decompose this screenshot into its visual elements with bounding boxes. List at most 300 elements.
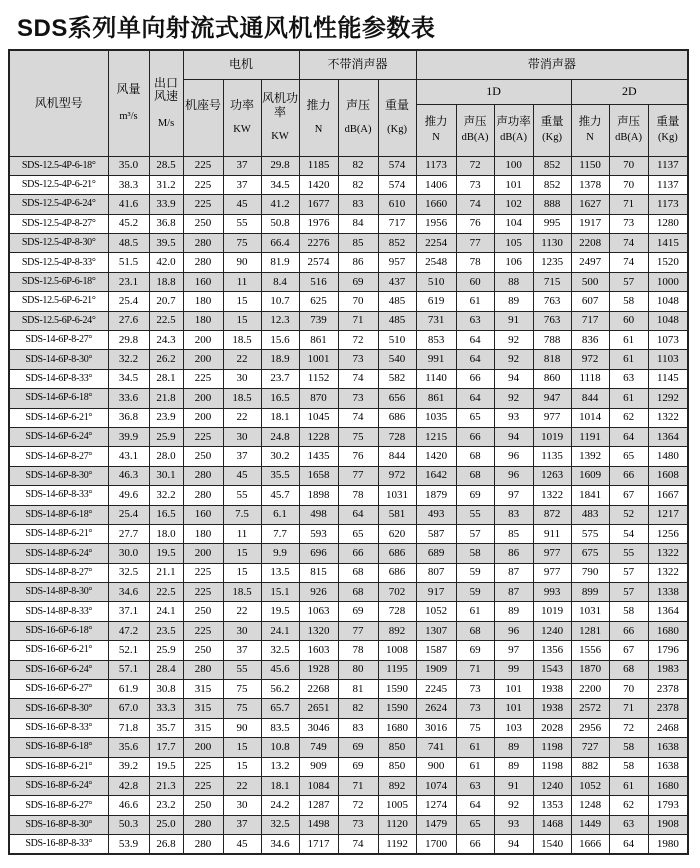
value-cell: 728: [378, 427, 416, 446]
value-cell: 34.6: [108, 583, 149, 602]
model-cell: SDS-16-6P-6-27°: [9, 680, 108, 699]
model-cell: SDS-12.5-4P-8-27°: [9, 214, 108, 233]
value-cell: 1449: [571, 815, 609, 834]
value-cell: 64: [609, 427, 648, 446]
value-cell: 1173: [416, 156, 456, 175]
value-cell: 29.8: [108, 331, 149, 350]
value-cell: 581: [378, 505, 416, 524]
table-row: [9, 777, 688, 796]
value-cell: 1415: [648, 234, 688, 253]
value-cell: 1520: [648, 253, 688, 272]
value-cell: 1976: [299, 214, 338, 233]
value-cell: 1879: [416, 486, 456, 505]
table-row: [9, 757, 688, 776]
value-cell: 739: [299, 311, 338, 330]
model-cell: SDS-16-8P-6-18°: [9, 738, 108, 757]
col-header-flow-label: 风量: [116, 82, 141, 97]
value-cell: 71.8: [108, 718, 149, 737]
model-cell: SDS-12.5-6P-6-21°: [9, 292, 108, 311]
value-cell: 65.7: [261, 699, 299, 718]
value-cell: 498: [299, 505, 338, 524]
model-cell: SDS-14-8P-6-24°: [9, 544, 108, 563]
table-row: [9, 486, 688, 505]
value-cell: 55: [609, 544, 648, 563]
col-header-1d-thrust: [416, 104, 456, 156]
value-cell: 200: [183, 408, 223, 427]
table-row: [9, 621, 688, 640]
value-cell: 485: [378, 292, 416, 311]
value-cell: 225: [183, 757, 223, 776]
value-cell: 93: [494, 815, 533, 834]
model-cell: SDS-14-6P-8-27°: [9, 447, 108, 466]
value-cell: 63: [609, 815, 648, 834]
value-cell: 1917: [571, 214, 609, 233]
value-cell: 1256: [648, 524, 688, 543]
value-cell: 64: [456, 350, 494, 369]
value-cell: 1642: [416, 466, 456, 485]
value-cell: 1338: [648, 583, 688, 602]
value-cell: 2268: [299, 680, 338, 699]
value-cell: 92: [494, 389, 533, 408]
value-cell: 70: [609, 156, 648, 175]
value-cell: 64: [456, 331, 494, 350]
value-cell: 909: [299, 757, 338, 776]
value-cell: 2497: [571, 253, 609, 272]
value-cell: 66: [338, 544, 378, 563]
model-cell: SDS-14-6P-8-30°: [9, 466, 108, 485]
value-cell: 72: [338, 331, 378, 350]
value-cell: 19.5: [149, 757, 183, 776]
model-cell: SDS-16-6P-8-30°: [9, 699, 108, 718]
value-cell: 510: [378, 331, 416, 350]
value-cell: 1235: [533, 253, 571, 272]
value-cell: 102: [494, 195, 533, 214]
model-cell: SDS-12.5-4P-8-33°: [9, 253, 108, 272]
value-cell: 86: [338, 253, 378, 272]
table-row: [9, 175, 688, 194]
value-cell: 73: [338, 350, 378, 369]
value-cell: 807: [416, 563, 456, 582]
value-cell: 763: [533, 311, 571, 330]
value-cell: 15.6: [261, 331, 299, 350]
value-cell: 1145: [648, 369, 688, 388]
value-cell: 94: [494, 369, 533, 388]
col-header-thrust-label: 推力: [306, 97, 331, 112]
value-cell: 36.8: [149, 214, 183, 233]
value-cell: 888: [533, 195, 571, 214]
value-cell: 67: [609, 486, 648, 505]
value-cell: 74: [338, 408, 378, 427]
value-cell: 2254: [416, 234, 456, 253]
value-cell: 30: [223, 796, 261, 815]
col-header-2d-spl: [609, 104, 648, 156]
col-header-1d-swl-unit: dB(A): [500, 131, 527, 143]
value-cell: 69: [456, 486, 494, 505]
value-cell: 23.2: [149, 796, 183, 815]
value-cell: 1140: [416, 369, 456, 388]
value-cell: 2956: [571, 718, 609, 737]
value-cell: 58: [609, 602, 648, 621]
model-cell: SDS-14-6P-6-18°: [9, 389, 108, 408]
value-cell: 37: [223, 156, 261, 175]
value-cell: 947: [533, 389, 571, 408]
value-cell: 61: [609, 350, 648, 369]
value-cell: 55: [223, 214, 261, 233]
value-cell: 45: [223, 835, 261, 854]
value-cell: 575: [571, 524, 609, 543]
value-cell: 225: [183, 175, 223, 194]
value-cell: 1322: [648, 544, 688, 563]
table-row: [9, 447, 688, 466]
value-cell: 11: [223, 524, 261, 543]
value-cell: 83: [494, 505, 533, 524]
value-cell: 1322: [648, 563, 688, 582]
value-cell: 72: [456, 156, 494, 175]
model-cell: SDS-14-8P-8-30°: [9, 583, 108, 602]
value-cell: 75: [223, 680, 261, 699]
table-row: [9, 331, 688, 350]
value-cell: 66: [609, 466, 648, 485]
value-cell: 57.1: [108, 660, 149, 679]
value-cell: 17.7: [149, 738, 183, 757]
value-cell: 93: [494, 408, 533, 427]
value-cell: 2468: [648, 718, 688, 737]
value-cell: 852: [533, 175, 571, 194]
value-cell: 30.2: [261, 447, 299, 466]
model-cell: SDS-16-8P-6-24°: [9, 777, 108, 796]
value-cell: 67: [609, 641, 648, 660]
value-cell: 18.5: [223, 389, 261, 408]
value-cell: 66: [456, 835, 494, 854]
value-cell: 1556: [571, 641, 609, 660]
value-cell: 2572: [571, 699, 609, 718]
value-cell: 104: [494, 214, 533, 233]
value-cell: 62: [609, 796, 648, 815]
value-cell: 1609: [571, 466, 609, 485]
value-cell: 610: [378, 195, 416, 214]
value-cell: 15: [223, 738, 261, 757]
value-cell: 1364: [648, 427, 688, 446]
value-cell: 83: [338, 718, 378, 737]
value-cell: 200: [183, 350, 223, 369]
value-cell: 160: [183, 272, 223, 291]
col-header-1d-thrust-unit: N: [432, 131, 440, 143]
value-cell: 99: [494, 660, 533, 679]
value-cell: 89: [494, 292, 533, 311]
value-cell: 1983: [648, 660, 688, 679]
value-cell: 47.2: [108, 621, 149, 640]
value-cell: 46.6: [108, 796, 149, 815]
value-cell: 18.1: [261, 777, 299, 796]
model-cell: SDS-14-8P-6-21°: [9, 524, 108, 543]
value-cell: 25.0: [149, 815, 183, 834]
value-cell: 1638: [648, 738, 688, 757]
group-header-no-silencer: 不带消声器: [299, 50, 416, 79]
value-cell: 77: [456, 234, 494, 253]
value-cell: 1103: [648, 350, 688, 369]
value-cell: 69: [456, 641, 494, 660]
value-cell: 82: [338, 156, 378, 175]
value-cell: 45.2: [108, 214, 149, 233]
value-cell: 926: [299, 583, 338, 602]
value-cell: 675: [571, 544, 609, 563]
value-cell: 280: [183, 253, 223, 272]
value-cell: 39.5: [149, 234, 183, 253]
col-header-2d-spl-unit: dB(A): [615, 131, 642, 143]
value-cell: 844: [378, 447, 416, 466]
model-cell: SDS-12.5-4P-8-30°: [9, 234, 108, 253]
col-header-1d-spl-unit: dB(A): [461, 131, 489, 143]
value-cell: 844: [571, 389, 609, 408]
value-cell: 57: [609, 272, 648, 291]
value-cell: 1353: [533, 796, 571, 815]
value-cell: 1590: [378, 699, 416, 718]
value-cell: 70: [338, 292, 378, 311]
value-cell: 37: [223, 175, 261, 194]
value-cell: 61.9: [108, 680, 149, 699]
value-cell: 33.9: [149, 195, 183, 214]
model-cell: SDS-12.5-4P-6-24°: [9, 195, 108, 214]
value-cell: 1031: [571, 602, 609, 621]
value-cell: 30: [223, 427, 261, 446]
value-cell: 41.2: [261, 195, 299, 214]
col-header-motor-power: [223, 79, 261, 156]
value-cell: 180: [183, 524, 223, 543]
value-cell: 1048: [648, 292, 688, 311]
value-cell: 853: [416, 331, 456, 350]
value-cell: 33.6: [108, 389, 149, 408]
value-cell: 37: [223, 447, 261, 466]
value-cell: 80: [338, 660, 378, 679]
model-cell: SDS-16-6P-6-18°: [9, 621, 108, 640]
value-cell: 55: [223, 486, 261, 505]
value-cell: 225: [183, 583, 223, 602]
value-cell: 763: [533, 292, 571, 311]
value-cell: 15.1: [261, 583, 299, 602]
col-header-weight: [378, 79, 416, 156]
value-cell: 41.6: [108, 195, 149, 214]
value-cell: 75: [223, 234, 261, 253]
group-header-with-silencer: 带消声器: [416, 50, 688, 79]
value-cell: 899: [571, 583, 609, 602]
value-cell: 30: [223, 621, 261, 640]
value-cell: 1587: [416, 641, 456, 660]
value-cell: 7.7: [261, 524, 299, 543]
value-cell: 280: [183, 234, 223, 253]
value-cell: 19.5: [261, 602, 299, 621]
value-cell: 54: [609, 524, 648, 543]
value-cell: 1627: [571, 195, 609, 214]
value-cell: 1052: [416, 602, 456, 621]
col-header-thrust: [299, 79, 338, 156]
value-cell: 180: [183, 311, 223, 330]
header-row-groups: [9, 50, 688, 79]
value-cell: 200: [183, 389, 223, 408]
value-cell: 1263: [533, 466, 571, 485]
table-row: [9, 156, 688, 175]
value-cell: 72: [609, 718, 648, 737]
value-cell: 1191: [571, 427, 609, 446]
value-cell: 991: [416, 350, 456, 369]
value-cell: 18.9: [261, 350, 299, 369]
value-cell: 27.6: [108, 311, 149, 330]
value-cell: 2574: [299, 253, 338, 272]
value-cell: 89: [494, 738, 533, 757]
model-cell: SDS-16-6P-8-33°: [9, 718, 108, 737]
value-cell: 574: [378, 156, 416, 175]
value-cell: 100: [494, 156, 533, 175]
value-cell: 1001: [299, 350, 338, 369]
value-cell: 911: [533, 524, 571, 543]
value-cell: 225: [183, 563, 223, 582]
value-cell: 23.7: [261, 369, 299, 388]
value-cell: 727: [571, 738, 609, 757]
value-cell: 64: [456, 796, 494, 815]
value-cell: 73: [456, 680, 494, 699]
value-cell: 23.9: [149, 408, 183, 427]
table-row: [9, 466, 688, 485]
value-cell: 69: [338, 757, 378, 776]
col-header-spl: [338, 79, 378, 156]
value-cell: 1192: [378, 835, 416, 854]
value-cell: 516: [299, 272, 338, 291]
value-cell: 43.1: [108, 447, 149, 466]
value-cell: 42.0: [149, 253, 183, 272]
col-header-1d-thrust-label: 推力: [424, 116, 448, 129]
value-cell: 1120: [378, 815, 416, 834]
value-cell: 1870: [571, 660, 609, 679]
value-cell: 225: [183, 777, 223, 796]
value-cell: 63: [456, 311, 494, 330]
table-row: [9, 563, 688, 582]
value-cell: 582: [378, 369, 416, 388]
value-cell: 1468: [533, 815, 571, 834]
value-cell: 18.8: [149, 272, 183, 291]
table-row: [9, 602, 688, 621]
value-cell: 39.2: [108, 757, 149, 776]
value-cell: 37.1: [108, 602, 149, 621]
value-cell: 788: [533, 331, 571, 350]
value-cell: 977: [533, 563, 571, 582]
value-cell: 65: [338, 524, 378, 543]
col-header-weight-unit: (Kg): [387, 124, 407, 136]
value-cell: 65: [456, 408, 494, 427]
value-cell: 957: [378, 253, 416, 272]
value-cell: 101: [494, 680, 533, 699]
value-cell: 97: [494, 641, 533, 660]
value-cell: 32.5: [261, 815, 299, 834]
value-cell: 30.8: [149, 680, 183, 699]
value-cell: 1841: [571, 486, 609, 505]
value-cell: 1608: [648, 466, 688, 485]
value-cell: 70: [609, 680, 648, 699]
value-cell: 15: [223, 311, 261, 330]
value-cell: 892: [378, 777, 416, 796]
value-cell: 15: [223, 757, 261, 776]
value-cell: 10.8: [261, 738, 299, 757]
value-cell: 65: [609, 447, 648, 466]
table-row: [9, 389, 688, 408]
value-cell: 55: [223, 660, 261, 679]
value-cell: 105: [494, 234, 533, 253]
col-header-motor-power-unit: KW: [233, 124, 251, 136]
value-cell: 917: [416, 583, 456, 602]
value-cell: 71: [338, 777, 378, 796]
value-cell: 225: [183, 156, 223, 175]
value-cell: 76: [456, 214, 494, 233]
value-cell: 872: [533, 505, 571, 524]
value-cell: 89: [494, 757, 533, 776]
col-header-2d-weight-unit: (Kg): [657, 131, 678, 143]
value-cell: 200: [183, 738, 223, 757]
col-header-frame-size: [183, 79, 223, 156]
value-cell: 1543: [533, 660, 571, 679]
value-cell: 731: [416, 311, 456, 330]
value-cell: 1660: [416, 195, 456, 214]
value-cell: 493: [416, 505, 456, 524]
table-row: [9, 641, 688, 660]
value-cell: 74: [456, 195, 494, 214]
value-cell: 593: [299, 524, 338, 543]
table-row: [9, 369, 688, 388]
value-cell: 83: [338, 195, 378, 214]
col-header-fan-power: [261, 79, 299, 156]
value-cell: 250: [183, 602, 223, 621]
value-cell: 1031: [378, 486, 416, 505]
value-cell: 1938: [533, 680, 571, 699]
value-cell: 587: [416, 524, 456, 543]
value-cell: 32.2: [108, 350, 149, 369]
value-cell: 3016: [416, 718, 456, 737]
value-cell: 30.0: [108, 544, 149, 563]
value-cell: 1392: [571, 447, 609, 466]
value-cell: 101: [494, 175, 533, 194]
col-header-spl-unit: dB(A): [344, 124, 372, 136]
value-cell: 69: [338, 272, 378, 291]
value-cell: 1137: [648, 156, 688, 175]
value-cell: 2028: [533, 718, 571, 737]
value-cell: 1700: [416, 835, 456, 854]
value-cell: 24.2: [261, 796, 299, 815]
value-cell: 32.5: [108, 563, 149, 582]
value-cell: 81.9: [261, 253, 299, 272]
value-cell: 1173: [648, 195, 688, 214]
value-cell: 850: [378, 757, 416, 776]
value-cell: 25.4: [108, 505, 149, 524]
value-cell: 1005: [378, 796, 416, 815]
value-cell: 1320: [299, 621, 338, 640]
value-cell: 78: [338, 641, 378, 660]
value-cell: 75: [338, 427, 378, 446]
model-cell: SDS-14-6P-8-30°: [9, 350, 108, 369]
value-cell: 63: [609, 369, 648, 388]
model-cell: SDS-14-8P-6-18°: [9, 505, 108, 524]
col-header-1d-weight: [533, 104, 571, 156]
value-cell: 892: [378, 621, 416, 640]
value-cell: 74: [609, 234, 648, 253]
table-row: [9, 524, 688, 543]
col-header-2d-spl-label: 声压: [617, 116, 641, 129]
value-cell: 1228: [299, 427, 338, 446]
col-header-flow-unit: m³/s: [119, 111, 138, 123]
model-cell: SDS-14-6P-6-24°: [9, 427, 108, 446]
value-cell: 1150: [571, 156, 609, 175]
value-cell: 61: [609, 331, 648, 350]
value-cell: 13.2: [261, 757, 299, 776]
value-cell: 29.8: [261, 156, 299, 175]
value-cell: 1008: [378, 641, 416, 660]
value-cell: 71: [609, 699, 648, 718]
